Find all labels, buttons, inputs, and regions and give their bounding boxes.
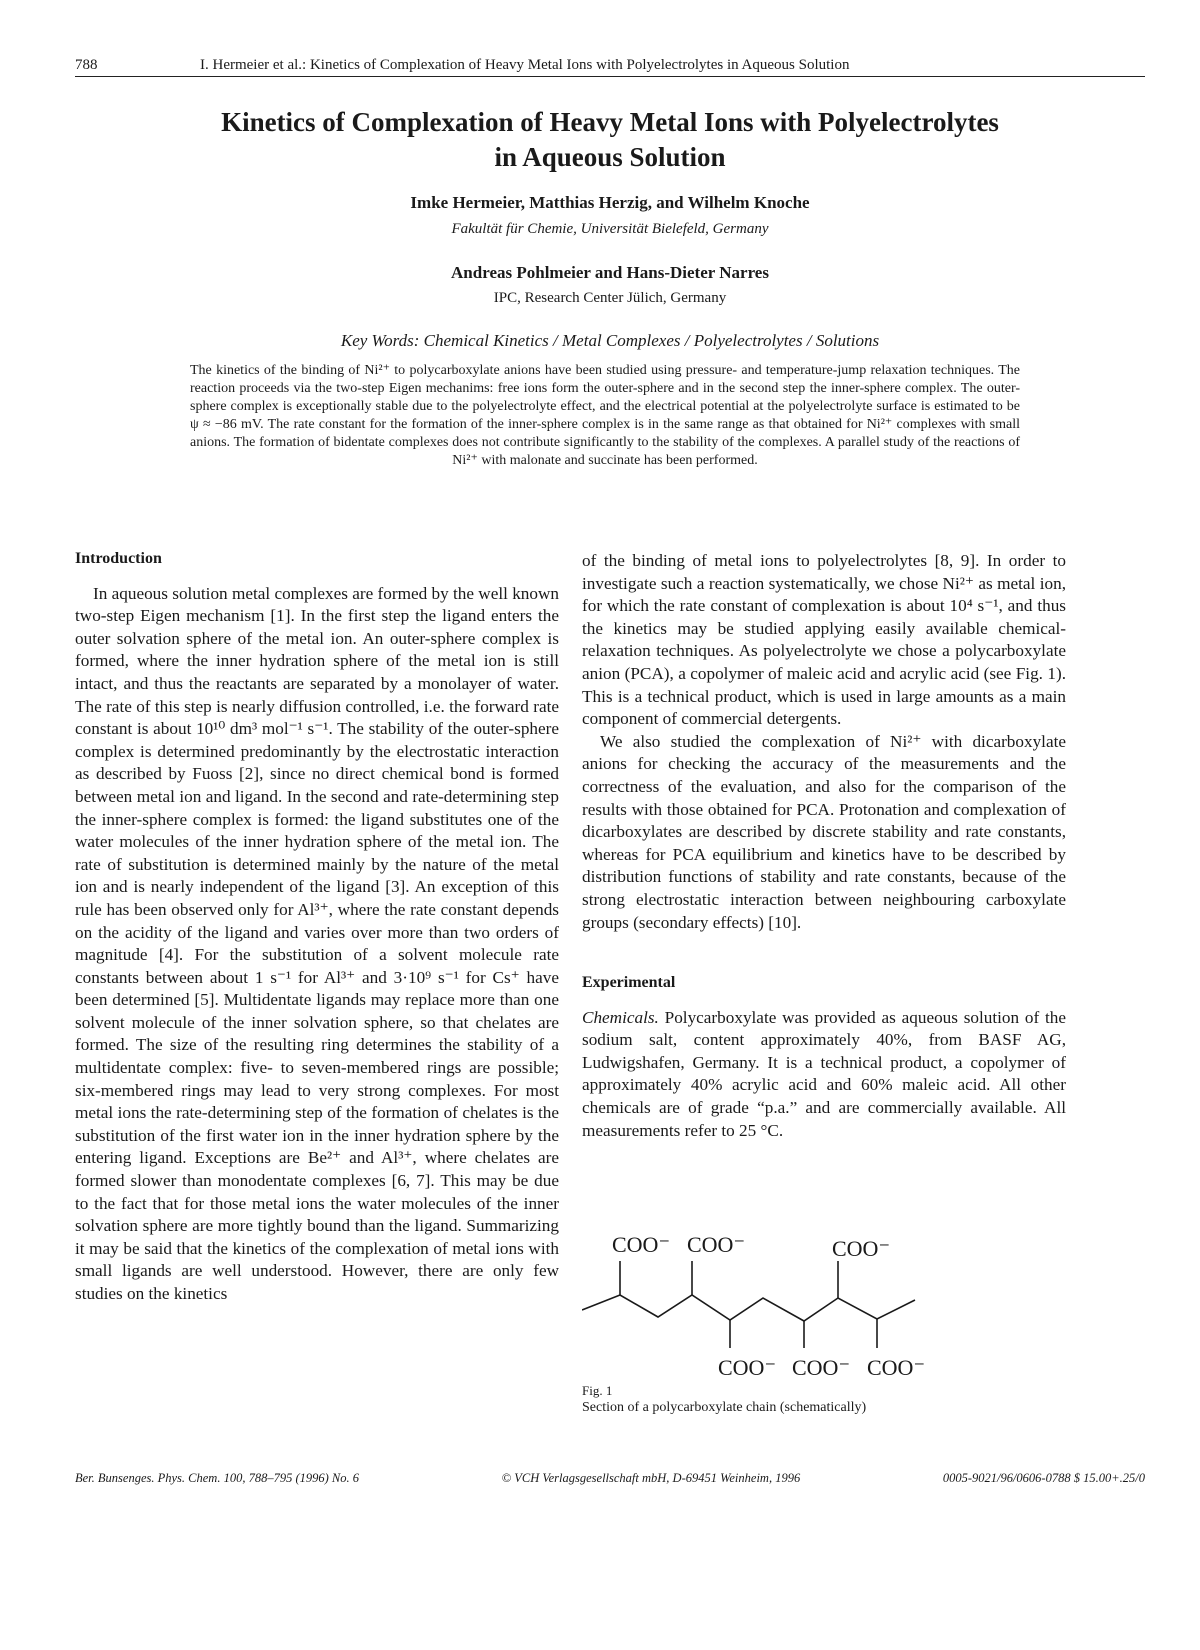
- left-column: [75, 548, 559, 1306]
- authors-group-2: Andreas Pohlmeier and Hans-Dieter Narres: [451, 263, 769, 282]
- right-column: [582, 550, 1066, 1142]
- carboxylate-group-5: COO⁻: [792, 1355, 851, 1380]
- paper-title: [80, 105, 1140, 175]
- footer-copyright: © VCH Verlagsgesellschaft mbH, D-69451 Weinheim, 1996: [501, 1471, 801, 1485]
- carboxylate-group-1: COO⁻: [612, 1232, 671, 1257]
- title-line-2: in Aqueous Solution: [494, 142, 726, 172]
- polycarboxylate-chain-figure: [582, 1225, 982, 1385]
- header-rule: [75, 76, 1145, 77]
- polymer-backbone: [582, 1295, 915, 1321]
- carboxylate-group-3: COO⁻: [832, 1236, 891, 1261]
- chemicals-paragraph: [582, 1007, 1066, 1143]
- page-number: 788: [75, 57, 98, 73]
- affiliation-1: Fakultät für Chemie, Universität Bielefeld, Germany: [451, 221, 769, 237]
- introduction-heading: Introduction: [75, 550, 162, 567]
- page-footer: [75, 1471, 1145, 1486]
- footer-code: 0005-9021/96/0606-0788 $ 15.00+.25/0: [942, 1471, 1145, 1485]
- chemicals-run-in-head: Chemicals.: [582, 1007, 659, 1027]
- introduction-paragraph-2: We also studied the complexation of Ni²⁺ with dicarboxylate anions for checking the accuracy of the measurements and the correctness of the evaluation, and also for the comparison of the results with those obtained for PCA. Protonation and complexation of dicarboxylates are described by discrete stability and rate constants, whereas for PCA equilibrium and kinetics have to be described by distribution functions of stability and rate constants, because of the strong electrostatic interaction between neighbouring carboxylate groups (secondary effects) [10].: [582, 731, 1066, 932]
- carboxylate-group-2: COO⁻: [687, 1232, 746, 1257]
- footer-journal: Ber. Bunsenges. Phys. Chem. 100, 788–795 (1996) No. 6: [75, 1471, 359, 1485]
- abstract: The kinetics of the binding of Ni²⁺ to polycarboxylate anions have been studied using pressure- and temperature-jump relaxation techniques. The reaction proceeds via the two-step Eigen mechanims: free ions form the outer-sphere and in the second step the inner-sphere complex. The outer-sphere complex is exceptionally stable due to the polyelectrolyte effect, and the electrical potential at the polyelectrolyte surface is estimated to be ψ ≈ −86 mV. The rate constant for the formation of the inner-sphere complex is in the same range as that obtained for Ni²⁺ complexes with small anions. The formation of bidentate complexes does not contribute significantly to the stability of the complexes. A parallel study of the reactions of Ni²⁺ with malonate and succinate has been performed.: [190, 363, 1020, 468]
- introduction-paragraph-1: In aqueous solution metal complexes are formed by the well known two-step Eigen mechanism [1]. In the first step the ligand enters the outer solvation sphere of the metal ion. An outer-sphere complex is formed, where the inner hydration sphere of the metal ion is still intact, and thus the reactants are separated by a monolayer of water. The rate of this step is nearly diffusion controlled, i.e. the forward rate constant is about 10¹⁰ dm³ mol⁻¹ s⁻¹. The stability of the outer-sphere complex is determined predominantly by the electrostatic interaction as described by Fuoss [2], since no direct chemical bond is formed between metal ion and ligand. In the second and rate-determining step the inner-sphere complex is formed: the ligand substitutes one of the water molecules of the inner hydration sphere of the metal ion. The rate of substitution is determined mainly by the nature of the metal ion and is nearly independent of the ligand [3]. An exception of this rule has been observed only for Al³⁺, where the rate constant depends on the acidity of the ligand and varies over more than two orders of magnitude [4]. For the substitution of a solvent molecule rate constants between about 1 s⁻¹ for Al³⁺ and 3·10⁹ s⁻¹ for Cs⁺ have been determined [5]. Multidentate ligands may replace more than one solvent molecule of the inner solvation sphere, so that chelates are formed. The size of the resulting ring determines the stability of a multidentate complex: five- to seven-membered rings are possible; six-membered rings may lead to very strong complexes. For most metal ions the rate-determining step of the formation of chelates is the substitution of the first water ion in the inner hydration sphere by the entering ligand. Exceptions are Be²⁺ and Al³⁺, where chelates are formed slower than monodentate complexes [6, 7]. This may be due to the fact that for those metal ions the water molecules of the inner solvation sphere are more tightly bound than the ligand. Summarizing it may be said that the kinetics of the complexation of metal ions with small ligands are well understood. However, there are only few studies on the kinetics: [75, 583, 559, 1303]
- affiliation-2: IPC, Research Center Jülich, Germany: [493, 290, 727, 306]
- chemicals-text: Polycarboxylate was provided as aqueous solution of the sodium salt, content approximately 40%, from BASF AG, Ludwigshafen, Germany. It is a technical product, a copolymer of approximately 40% acrylic acid and 60% maleic acid. All other chemicals are of grade “p.a.” and are commercially available. All measurements refer to 25 °C.: [582, 1007, 1067, 1140]
- introduction-paragraph-1-continued: of the binding of metal ions to polyelectrolytes [8, 9]. In order to investigate such a reaction systematically, we chose Ni²⁺ as metal ion, for which the rate constant of complexation is about 10⁴ s⁻¹, and thus the kinetics may be studied applying easily available chemical-relaxation techniques. As polyelectrolyte we chose a polycarboxylate anion (PCA), a copolymer of maleic acid and acrylic acid (see Fig. 1). This is a technical product, which is used in large amounts as a main component of commercial detergents.: [582, 551, 1066, 729]
- figure-caption: Section of a polycarboxylate chain (schematically): [582, 1400, 867, 1415]
- carboxylate-group-4: COO⁻: [718, 1355, 777, 1380]
- title-line-1: Kinetics of Complexation of Heavy Metal Ions with Polyelectrolytes: [221, 107, 999, 137]
- keywords: Key Words: Chemical Kinetics / Metal Complexes / Polyelectrolytes / Solutions: [340, 331, 880, 350]
- authors-group-1: Imke Hermeier, Matthias Herzig, and Wilhelm Knoche: [410, 193, 810, 212]
- experimental-heading: Experimental: [582, 974, 676, 992]
- carboxylate-group-6: COO⁻: [867, 1355, 926, 1380]
- figure-label: Fig. 1: [582, 1383, 613, 1398]
- running-head: I. Hermeier et al.: Kinetics of Complexation of Heavy Metal Ions with Polyelectrolytes in Aqueous Solution: [200, 57, 850, 73]
